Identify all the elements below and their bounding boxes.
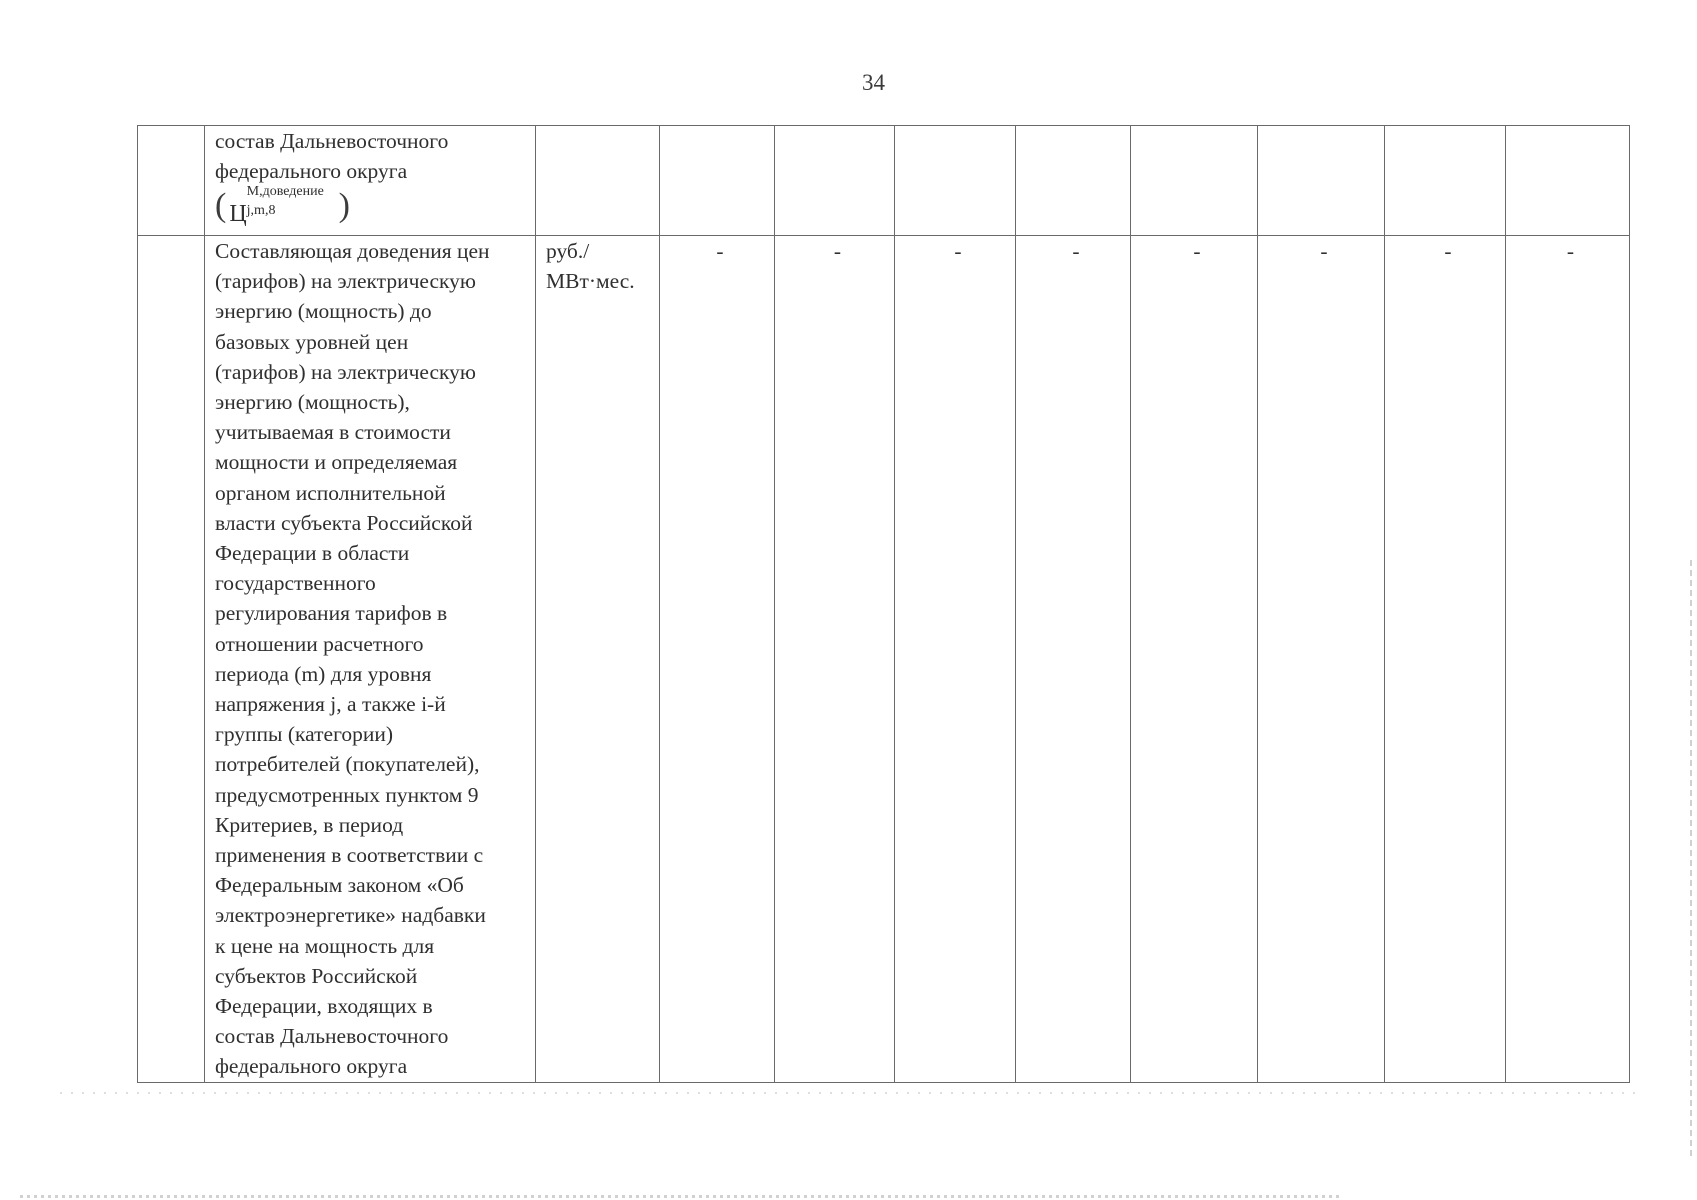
price-formula <box>215 186 350 228</box>
description-line: Федерации, входящих в <box>215 994 433 1019</box>
description-line: энергию (мощность) до <box>215 299 432 324</box>
description-line: энергию (мощность), <box>215 390 410 415</box>
formula-open-paren: ( <box>215 187 227 225</box>
formula-superscript: М,доведение <box>246 184 324 200</box>
description-line: органом исполнительной <box>215 480 446 505</box>
description-line: предусмотренных пунктом 9 <box>215 782 479 807</box>
description-line: федерального округа <box>215 159 408 184</box>
description-line: субъектов Российской <box>215 963 418 988</box>
description-line: потребителей (покупателей), <box>215 752 480 777</box>
description-line: применения в соответствии с <box>215 843 484 868</box>
description-line: государственного <box>215 571 376 596</box>
value-cell: - <box>775 236 895 1083</box>
description-line: (тарифов) на электрическую <box>215 269 476 294</box>
description-line: Федеральным законом «Об <box>215 873 464 898</box>
formula-symbol: Ц <box>229 201 247 228</box>
description-line: Критериев, в период <box>215 812 404 837</box>
description-line: базовых уровней цен <box>215 329 409 354</box>
value-cell <box>1131 126 1258 236</box>
value-cell <box>1016 126 1131 236</box>
description-line: федерального округа <box>215 1054 408 1079</box>
value-cell: - <box>1016 236 1131 1083</box>
description-line: напряжения j, а также i-й <box>215 692 446 717</box>
description-cell <box>205 236 536 1083</box>
unit-cell <box>536 236 660 1083</box>
description-line: отношении расчетного <box>215 631 424 656</box>
number-cell <box>138 236 205 1083</box>
value-cell <box>660 126 775 236</box>
number-cell <box>138 126 205 236</box>
scan-edge-mark <box>1690 560 1692 1160</box>
description-line: группы (категории) <box>215 722 394 747</box>
data-table <box>137 125 1630 1083</box>
description-line: регулирования тарифов в <box>215 601 448 626</box>
scan-noise-line <box>60 1092 1640 1094</box>
value-cell <box>1258 126 1385 236</box>
unit-line: руб./ <box>546 239 590 263</box>
value-cell: - <box>660 236 775 1083</box>
table-row-continued <box>138 126 1630 236</box>
description-line: периода (m) для уровня <box>215 661 432 686</box>
value-cell <box>895 126 1016 236</box>
description-line: Составляющая доведения цен <box>215 239 490 263</box>
description-line: власти субъекта Российской <box>215 510 473 535</box>
description-line: электроэнергетике» надбавки <box>215 903 486 928</box>
value-cell: - <box>895 236 1016 1083</box>
description-line: к цене на мощность для <box>215 933 435 958</box>
value-cell: - <box>1385 236 1506 1083</box>
page-number: 34 <box>862 70 885 95</box>
value-cell <box>1506 126 1630 236</box>
value-cell: - <box>1258 236 1385 1083</box>
description-line: состав Дальневосточного <box>215 129 449 153</box>
description-cell <box>205 126 536 236</box>
unit-cell <box>536 126 660 236</box>
value-cell: - <box>1131 236 1258 1083</box>
table-row-main <box>138 236 1630 1083</box>
description-line: учитываемая в стоимости <box>215 420 451 445</box>
description-line: состав Дальневосточного <box>215 1024 449 1049</box>
formula-close-paren: ) <box>338 187 350 225</box>
value-cell: - <box>1506 236 1630 1083</box>
value-cell <box>1385 126 1506 236</box>
scan-noise-line <box>20 1195 1340 1198</box>
description-line: (тарифов) на электрическую <box>215 359 476 384</box>
formula-subscript: j,m,8 <box>246 203 276 219</box>
description-line: Федерации в области <box>215 541 410 566</box>
description-line: мощности и определяемая <box>215 450 458 475</box>
value-cell <box>775 126 895 236</box>
unit-line: МВт·мес. <box>546 269 635 294</box>
